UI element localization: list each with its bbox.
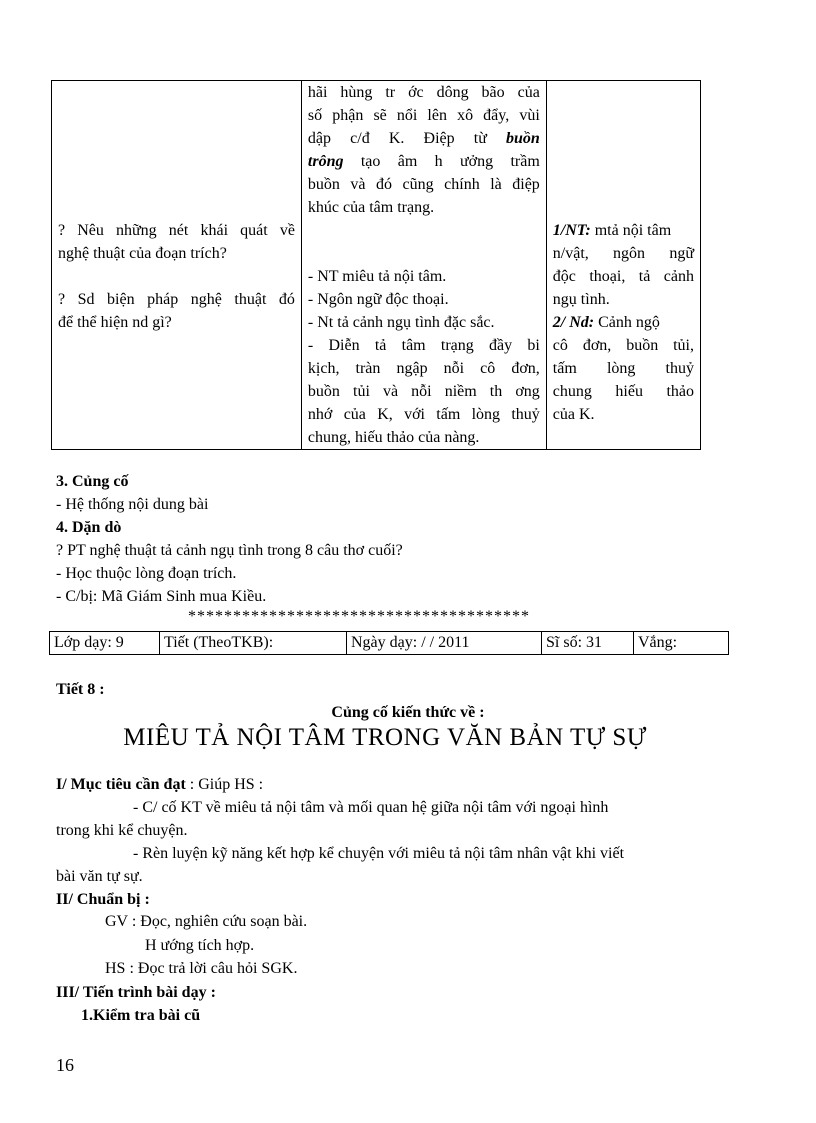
emphasis-word: buồn: [506, 130, 540, 147]
preparation-heading: II/ Chuẩn bị :: [56, 891, 150, 908]
summary-line: [553, 219, 694, 242]
summary-line: ngụ tình.: [552, 291, 610, 308]
summary-line: của K.: [552, 406, 595, 423]
summary-line: n/vật, ngôn ngữ: [552, 245, 694, 262]
separator: **************************************: [188, 608, 530, 625]
summary-column: [546, 81, 700, 450]
lesson-period: Tiết 8 :: [56, 681, 105, 698]
nt-label: 1/NT:: [552, 222, 591, 239]
objective-item: bài văn tự sự.: [56, 868, 143, 885]
question-2-line-2: để thể hiện nd gì?: [58, 314, 172, 331]
question-column: [52, 81, 302, 450]
content-item: - Diễn tả tâm trạng đầy bi: [307, 337, 540, 354]
date-cell: Ngày dạy: / / 2011: [347, 632, 542, 655]
cung-co-heading: 3. Củng cố: [56, 473, 129, 490]
objectives-line: [56, 774, 263, 796]
content-item: chung, hiếu thảo của nàng.: [307, 429, 480, 446]
page-number: 16: [56, 1055, 74, 1075]
content-line: khúc của tâm trạng.: [307, 199, 435, 216]
content-text: tạo âm h ưởng trầm: [343, 153, 540, 170]
content-item: - Ngôn ngữ độc thoại.: [307, 291, 449, 308]
content-line: buồn và đó cũng chính là điệp: [307, 176, 540, 193]
class-info-table: [49, 631, 729, 655]
procedure-step: 1.Kiểm tra bài cũ: [81, 1007, 201, 1024]
dan-do-item: - Học thuộc lòng đoạn trích.: [56, 565, 237, 582]
content-line: [308, 150, 540, 173]
summary-line: độc thoại, tả cảnh: [552, 268, 694, 285]
objective-item: - Rèn luyện kỹ năng kết hợp kể chuyện với miêu tả nội tâm nhân vật khi viết: [133, 845, 625, 862]
dan-do-item: ? PT nghệ thuật tả cảnh ngụ tình trong 8 câu thơ cuối?: [56, 542, 403, 559]
summary-line: tấm lòng thuỷ: [552, 360, 694, 377]
period-cell: Tiết (TheoTKB):: [160, 632, 347, 655]
lesson-subtitle: Củng cố kiến thức về :: [331, 704, 485, 721]
content-item: buồn tủi và nỗi niềm th ơng: [307, 383, 540, 400]
lesson-table: [51, 80, 701, 450]
content-item: - Nt tả cảnh ngụ tình đặc sắc.: [307, 314, 495, 331]
procedure-heading: III/ Tiến trình bài dạy :: [56, 984, 216, 1001]
cung-co-item: - Hệ thống nội dung bài: [56, 496, 209, 513]
lesson-title: MIÊU TẢ NỘI TÂM TRONG VĂN BẢN TỰ SỰ: [123, 724, 647, 751]
question-1-line-1: ? Nêu những nét khái quát về: [58, 222, 295, 239]
content-column: [301, 81, 546, 450]
objectives-intro: : Giúp HS :: [185, 776, 264, 793]
dan-do-item: - C/bị: Mã Giám Sinh mua Kiều.: [56, 588, 267, 605]
absent-cell: Vắng:: [634, 632, 729, 655]
objectives-heading: I/ Mục tiêu cần đạt: [56, 776, 186, 793]
content-line: [308, 127, 540, 150]
class-cell: Lớp dạy: 9: [50, 632, 160, 655]
summary-line: cô đơn, buồn tủi,: [552, 337, 694, 354]
preparation-teacher-2: H ướng tích hợp.: [145, 937, 255, 954]
content-line: hãi hùng tr ớc dông bão của: [307, 84, 540, 101]
preparation-student: HS : Đọc trả lời câu hỏi SGK.: [105, 960, 298, 977]
content-item: - NT miêu tả nội tâm.: [307, 268, 447, 285]
emphasis-word: trông: [307, 153, 344, 170]
summary-line: [553, 311, 694, 334]
question-2-line-1: ? Sd biện pháp nghệ thuật đó: [58, 291, 295, 308]
summary-line: chung hiếu thảo: [552, 383, 694, 400]
attendance-cell: Sĩ số: 31: [542, 632, 634, 655]
objective-item: - C/ cố KT về miêu tả nội tâm và mối quan hệ giữa nội tâm với ngoại hình: [133, 799, 609, 816]
question-1-line-2: nghệ thuật của đoạn trích?: [58, 245, 227, 262]
preparation-teacher: GV : Đọc, nghiên cứu soạn bài.: [105, 913, 308, 930]
dan-do-heading: 4. Dặn dò: [56, 519, 122, 536]
content-line: số phận sẽ nổi lên xô đẩy, vùi: [307, 107, 540, 124]
nt-text: mtả nội tâm: [590, 222, 672, 239]
nd-label: 2/ Nd:: [552, 314, 595, 331]
content-item: nhớ của K, với tấm lòng thuỷ: [307, 406, 540, 423]
content-item: kịch, tràn ngập nỗi cô đơn,: [307, 360, 540, 377]
content-text: dập c/đ K. Điệp từ: [307, 130, 506, 147]
nd-text: Cảnh ngộ: [594, 314, 660, 331]
objective-item: trong khi kể chuyện.: [56, 822, 188, 839]
